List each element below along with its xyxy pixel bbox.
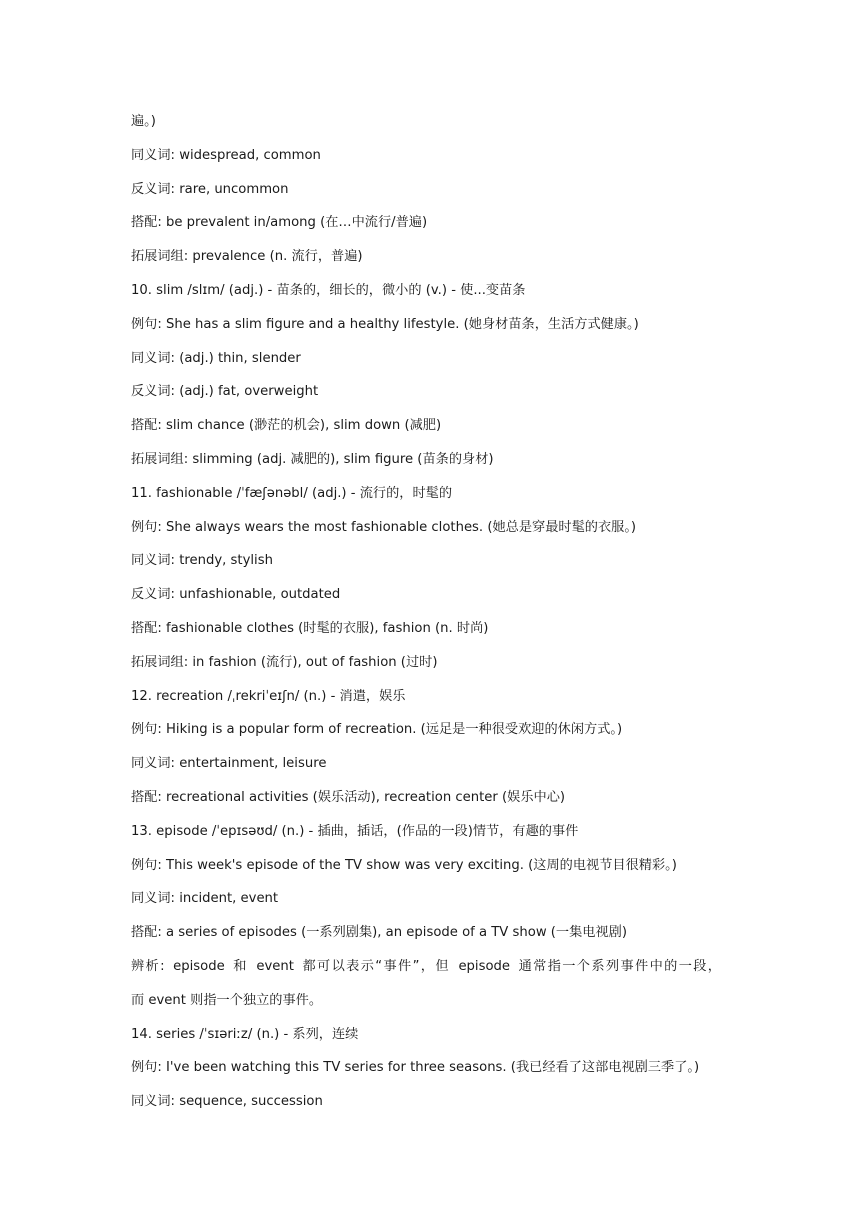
collocation-line: 搭配: be prevalent in/among (在…中流行/普遍) <box>131 215 428 231</box>
synonyms-line: 同义词: widespread, common <box>131 147 321 163</box>
distinction-line: 辨析: episode 和 event 都可以表示“事件”，但 episode 通常指一个系列事件中的一段， <box>131 958 721 974</box>
extended-phrase-line: 拓展词组: slimming (adj. 减肥的), slim figure (苗条的身材) <box>131 451 494 467</box>
synonyms-line: 同义词: (adj.) thin, slender <box>131 350 301 366</box>
entry-heading-fashionable: 11. fashionable /ˈfæʃənəbl/ (adj.) - 流行的，时髦的 <box>131 485 453 501</box>
entry-heading-slim: 10. slim /slɪm/ (adj.) - 苗条的，细长的，微小的 (v.) - 使...变苗条 <box>131 282 526 298</box>
collocation-line: 搭配: slim chance (渺茫的机会), slim down (减肥) <box>131 418 442 434</box>
extended-phrase-line: 拓展词组: in fashion (流行), out of fashion (过时) <box>131 654 438 670</box>
text-line: 遍。) <box>131 114 156 129</box>
entry-heading-recreation: 12. recreation /ˌrekriˈeɪʃn/ (n.) - 消遣，娱乐 <box>131 688 406 704</box>
extended-phrase-line: 拓展词组: prevalence (n. 流行，普遍) <box>131 249 363 265</box>
example-line: 例句: Hiking is a popular form of recreation. (远足是一种很受欢迎的休闲方式。) <box>131 722 623 738</box>
entry-heading-episode: 13. episode /ˈepɪsəʊd/ (n.) - 插曲，插话，(作品的一段)情节，有趣的事件 <box>131 823 579 839</box>
antonyms-line: 反义词: (adj.) fat, overweight <box>131 384 319 400</box>
example-line: 例句: She has a slim figure and a healthy lifestyle. (她身材苗条，生活方式健康。) <box>131 316 639 332</box>
antonyms-line: 反义词: unfashionable, outdated <box>131 587 341 603</box>
collocation-line: 搭配: a series of episodes (一系列剧集), an episode of a TV show (一集电视剧) <box>131 925 628 941</box>
distinction-line-continued: 而 event 则指一个独立的事件。 <box>131 992 323 1008</box>
synonyms-line: 同义词: entertainment, leisure <box>131 756 327 772</box>
synonyms-line: 同义词: trendy, stylish <box>131 553 273 569</box>
example-line: 例句: She always wears the most fashionable clothes. (她总是穿最时髦的衣服。) <box>131 519 637 535</box>
collocation-line: 搭配: fashionable clothes (时髦的衣服), fashion (n. 时尚) <box>131 620 489 636</box>
synonyms-line: 同义词: sequence, succession <box>131 1094 323 1110</box>
antonyms-line: 反义词: rare, uncommon <box>131 181 289 197</box>
entry-heading-series: 14. series /ˈsɪəriːz/ (n.) - 系列，连续 <box>131 1026 359 1042</box>
synonyms-line: 同义词: incident, event <box>131 891 279 907</box>
vocabulary-notes <box>131 112 731 1126</box>
collocation-line: 搭配: recreational activities (娱乐活动), recreation center (娱乐中心) <box>131 789 566 805</box>
example-line: 例句: I've been watching this TV series for three seasons. (我已经看了这部电视剧三季了。) <box>131 1060 700 1076</box>
example-line: 例句: This week's episode of the TV show was very exciting. (这周的电视节目很精彩。) <box>131 857 677 873</box>
